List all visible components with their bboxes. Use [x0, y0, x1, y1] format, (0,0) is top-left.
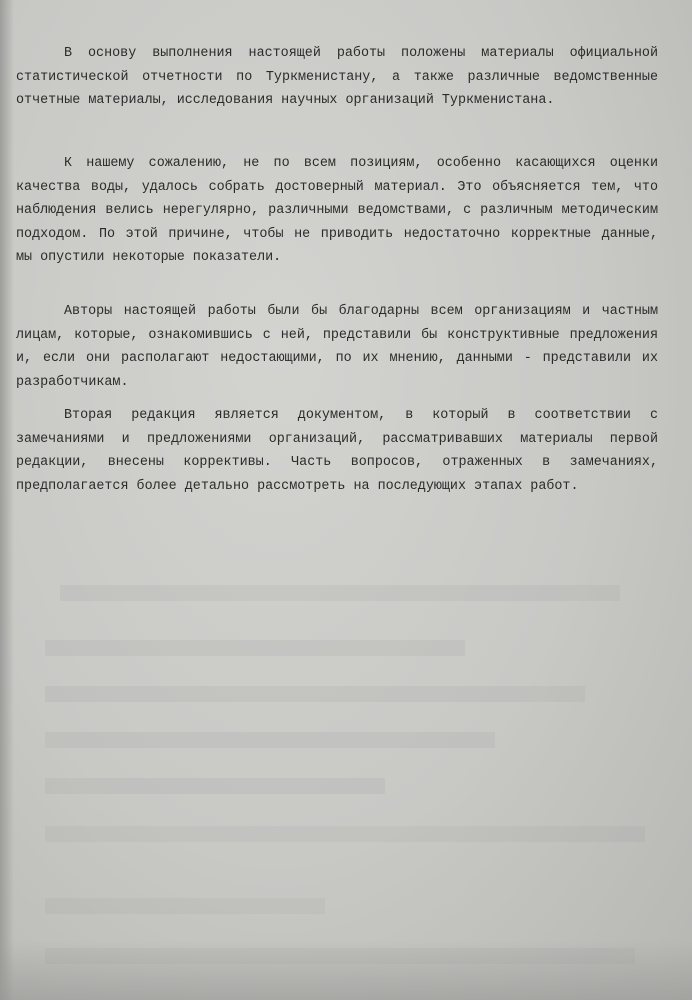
show-through-line: [45, 826, 645, 842]
show-through-line: [45, 686, 585, 702]
paragraph-second-edition: Вторая редакция является документом, в который в соответствии с замечаниями и предложениями организаций, рассматривавших материалы первой редакции, внесены коррективы. Часть вопросов, отраженных в замечаниях, предполагается более детально рассмотреть на последующих этапах работ.: [16, 408, 658, 494]
show-through-line: [45, 778, 385, 794]
page-bottom-shadow: [0, 940, 692, 1000]
page-edge-shadow: [0, 0, 14, 1000]
paragraph-acknowledgement: Авторы настоящей работы были бы благодарны всем организациям и частным лицам, которые, ознакомившись с ней, представили бы конструктивные предложения и, если они располагают недостающими, по их мнению, данными - представили их разработчикам.: [16, 304, 658, 390]
show-through-line: [45, 898, 325, 914]
show-through-line: [45, 732, 495, 748]
show-through-line: [45, 640, 465, 656]
paragraph-sources: В основу выполнения настоящей работы положены материалы официальной статистической отчетности по Туркменистану, а также различные ведомственные отчетные материалы, исследования научных организаций Туркменистана.: [16, 46, 658, 108]
show-through-line: [60, 585, 620, 601]
paragraph-data-quality: К нашему сожалению, не по всем позициям, особенно касающихся оценки качества воды, удалось собрать достоверный материал. Это объясняется тем, что наблюдения велись нерегулярно, различными ведомствами, с различным методическим подходом. По этой причине, чтобы не приводить недостаточно корректные данные, мы опустили некоторые показатели.: [16, 156, 658, 265]
